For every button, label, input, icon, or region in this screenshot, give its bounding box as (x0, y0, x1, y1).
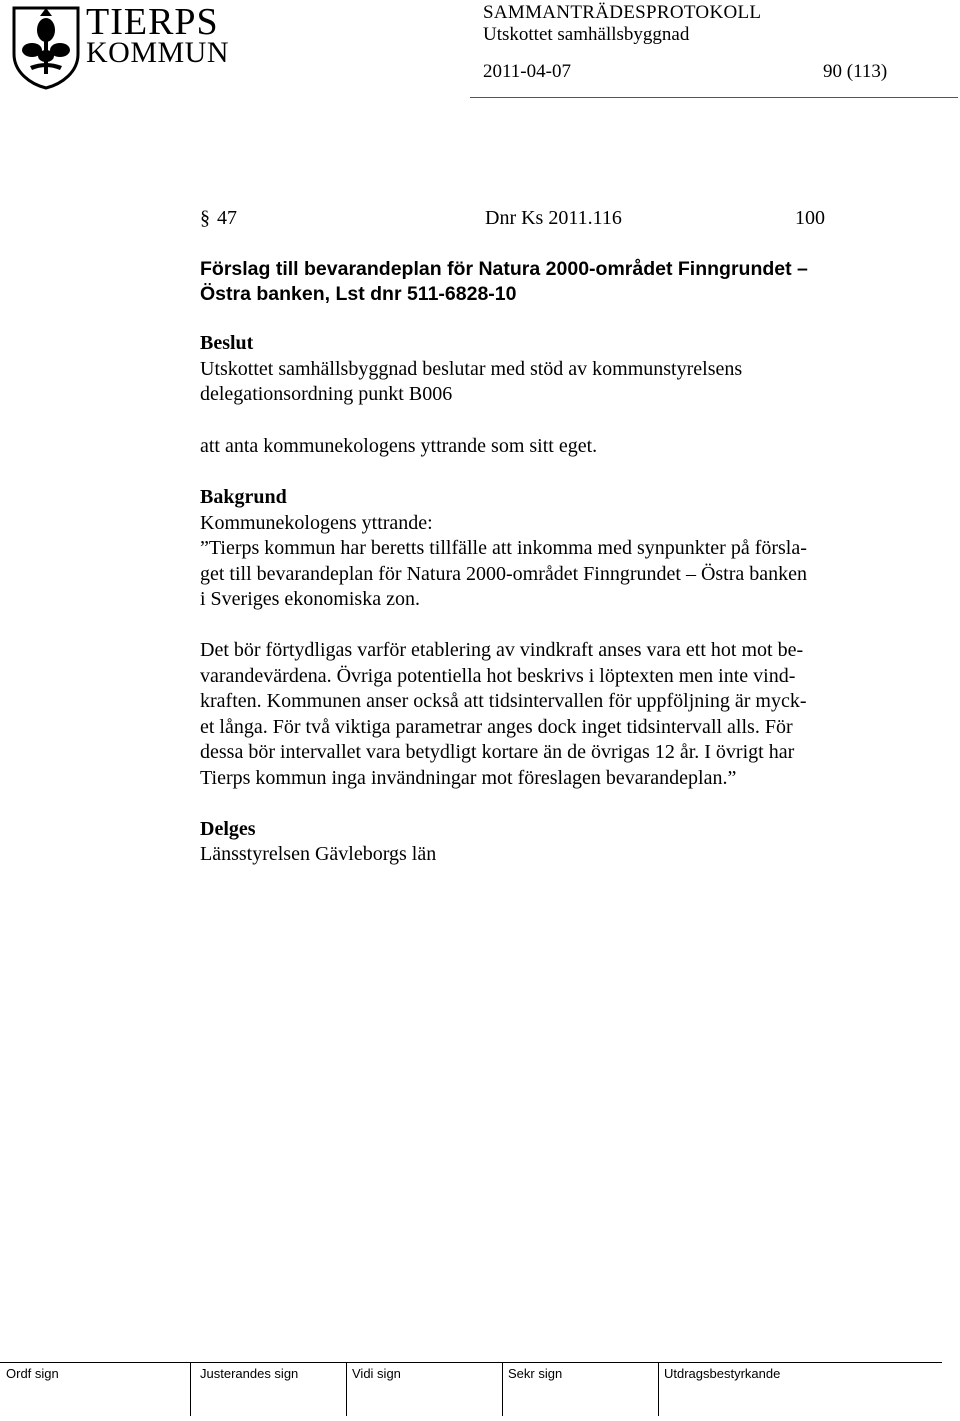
footer-ordf-sign: Ordf sign (6, 1366, 59, 1381)
diary-number: Dnr Ks 2011.116 (485, 207, 622, 229)
statement-line-5: dessa bör intervallet vara betydligt kortare än de övrigas 12 år. I övrigt har (200, 741, 795, 763)
logo-wordmark-tierps: TIERPS (86, 1, 219, 43)
footer-column-divider (346, 1362, 347, 1416)
logo-wordmark-kommun: KOMMUN (86, 36, 230, 69)
background-heading: Bakgrund (200, 486, 287, 508)
footer-column-divider (190, 1362, 191, 1416)
distribution-recipient: Länsstyrelsen Gävleborgs län (200, 843, 437, 865)
statement-line-3: kraften. Kommunen anser också att tidsintervallen för uppföljning är myck- (200, 690, 807, 712)
footer-column-divider (502, 1362, 503, 1416)
footer-sekr-sign: Sekr sign (508, 1366, 563, 1381)
footer-justerandes-sign: Justerandes sign (200, 1366, 299, 1381)
decision-text-line-2: delegationsordning punkt B006 (200, 383, 453, 405)
document-type-title: SAMMANTRÄDESPROTOKOLL (483, 2, 762, 23)
footer-utdragsbestyrkande: Utdragsbestyrkande (664, 1366, 781, 1381)
background-intro: Kommunekologens yttrande: (200, 512, 433, 534)
decision-heading: Beslut (200, 332, 254, 354)
statement-line-4: et långa. För två viktiga parametrar anges dock inget tidsintervall alls. För (200, 716, 793, 738)
statement-line-1: Det bör förtydligas varför etablering av vindkraft anses vara ett hot mot be- (200, 639, 804, 661)
header-divider (470, 97, 958, 98)
decision-text-line-3: att anta kommunekologens yttrande som sitt eget. (200, 435, 598, 457)
quote-line-2: get till bevarandeplan för Natura 2000-området Finngrundet – Östra banken (200, 563, 808, 585)
footer-vidi-sign: Vidi sign (352, 1366, 401, 1381)
quote-line-3: i Sveriges ekonomiska zon. (200, 588, 420, 610)
meeting-date: 2011-04-07 (483, 61, 571, 82)
footer-divider (0, 1362, 942, 1363)
municipality-coat-of-arms-logo (10, 4, 82, 90)
statement-line-6: Tierps kommun inga invändningar mot föreslagen bevarandeplan.” (200, 767, 737, 789)
committee-name: Utskottet samhällsbyggnad (483, 24, 690, 45)
distribution-heading: Delges (200, 818, 256, 840)
statement-line-2: varandevärdena. Övriga potentiella hot beskrivs i löptexten men inte vind- (200, 665, 796, 687)
case-number: 100 (795, 207, 825, 229)
paragraph-number: 47 (217, 207, 237, 229)
page-number: 90 (113) (823, 61, 888, 82)
paragraph-sign: § (200, 207, 210, 229)
quote-line-1: ”Tierps kommun har beretts tillfälle att inkomma med synpunkter på försla- (200, 537, 807, 559)
item-title-line-1: Förslag till bevarandeplan för Natura 2000-området Finngrundet – (200, 258, 808, 280)
item-title-line-2: Östra banken, Lst dnr 511-6828-10 (200, 283, 517, 305)
footer-column-divider (658, 1362, 659, 1416)
decision-text-line-1: Utskottet samhällsbyggnad beslutar med stöd av kommunstyrelsens (200, 358, 743, 380)
